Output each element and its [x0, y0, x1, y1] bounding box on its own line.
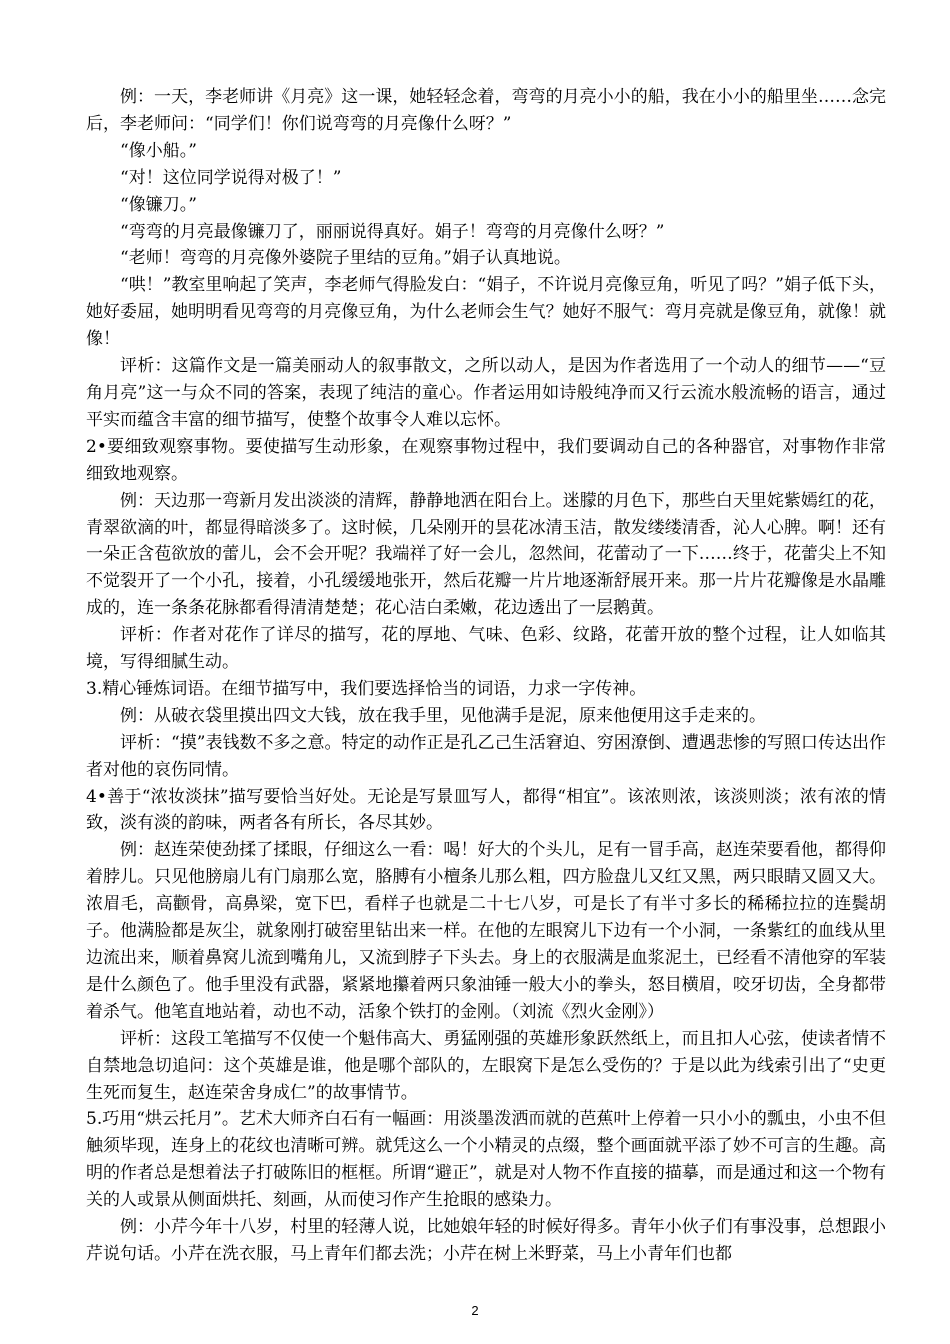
page-number: 2	[471, 1303, 479, 1318]
paragraph-analysis-1: 评析：这篇作文是一篇美丽动人的叙事散文，之所以动人，是因为作者选用了一个动人的细节——“豆角月亮”这一与众不同的答案，表现了纯洁的童心。作者运用如诗般纯净而又行云流水般流畅的语言，通过平实而蕴含丰富的细节描写，使整个故事令人难以忘怀。	[86, 356, 886, 430]
paragraph-dialogue-bean: “老师！弯弯的月亮像外婆院子里结的豆角。”娟子认真地说。	[120, 248, 571, 269]
paragraph-dialogue-correct: “对！这位同学说得对极了！”	[120, 167, 342, 188]
document-body	[86, 84, 886, 1268]
paragraph-analysis-4: 评析：这段工笔描写不仅使一个魁伟高大、勇猛刚强的英雄形象跃然纸上，而且扣人心弦，使读者情不自禁地急切追问：这个英雄是谁，他是哪个部队的，左眼窝下是怎么受伤的？于是以此为线索引出了“史更生死而复生，赵连荣舍身成仁”的故事情节。	[86, 1028, 886, 1103]
section-heading-2: 2•要细致观察事物。要使描写生动形象，在观察事物过程中，我们要调动自己的各种器官，对事物作非常细致地观察。	[86, 436, 886, 484]
paragraph-example-moon: 例：一天，李老师讲《月亮》这一课，她轻轻念着，弯弯的月亮小小的船，我在小小的船里坐……念完后，李老师问：“同学们！你们说弯弯的月亮像什么呀？”	[86, 87, 886, 134]
paragraph-example-zhao-lianrong: 例：赵连荣使劲揉了揉眼，仔细这么一看：喝！好大的个头儿，足有一冒手高，赵连荣要看他，都得仰着脖儿。只见他膀扇儿有门扇那么宽，胳膊有小檀条儿那么粗，四方脸盘儿又红又黑，两只眼睛又圆又大。浓眉毛，高颧骨，高鼻梁，宽下巴，看样子也就是二十七八岁，可是长了有半寸多长的稀稀拉拉的连鬓胡子。他满脸都是灰尘，就象刚打破窑里钻出来一样。在他的左眼窝儿下边有一个小洞，一条紫红的血线从里边流出来，顺着鼻窝儿流到嘴角儿，又流到脖子下头去。身上的衣服满是血浆泥土，已经看不清他穿的军装是什么颜色了。他手里没有武器，紧紧地攥着两只象油锤一般大小的拳头，怒目横眉，咬牙切齿，全身都带着杀气。他笔直地站着，动也不动，活象个铁打的金刚。（刘流《烈火金刚》）	[86, 840, 886, 1022]
paragraph-analysis-3: 评析：“摸”表钱数不多之意。特定的动作正是孔乙己生活窘迫、穷困潦倒、遭遇悲惨的写照口传达出作者对他的哀伤同情。	[86, 732, 886, 780]
paragraph-example-xiaoqin: 例：小芹今年十八岁，村里的轻薄人说，比她娘年轻的时候好得多。青年小伙子们有事没事，总想跟小芹说句话。小芹在洗衣服，马上青年们都去洗；小芹在树上米野菜，马上小青年们也都	[86, 1217, 886, 1264]
paragraph-dialogue-boat: “像小船。”	[120, 140, 197, 161]
section-heading-4: 4•善于“浓妆淡抹”描写要恰当好处。无论是写景皿写人，都得“相宜”。该浓则浓，该淡则淡；浓有浓的情致，淡有淡的韵味，两者各有所长，各尽其妙。	[86, 786, 886, 834]
paragraph-analysis-2: 评析：作者对花作了详尽的描写，花的厚地、气味、色彩、纹路，花蕾开放的整个过程，让人如临其境，写得细腻生动。	[86, 625, 886, 673]
section-heading-3: 3.精心锤炼词语。在细节描写中，我们要选择恰当的词语，力求一字传神。	[86, 678, 647, 699]
paragraph-example-flower: 例：天边那一弯新月发出淡淡的清辉，静静地洒在阳台上。迷朦的月色下，那些白天里姹紫嫣红的花，青翠欲滴的叶，都显得暗淡多了。这时候，几朵刚开的昙花冰清玉洁，散发缕缕清香，沁人心脾。啊！还有一朵正含苞欲放的蕾儿，会不会开呢？我端祥了好一会儿，忽然间，花蕾动了一下……终于，花蕾尖上不知不觉裂开了一个小孔，接着，小孔缓缓地张开，然后花瓣一片片地逐渐舒展开来。那一片片花瓣像是水晶雕成的，连一条条花脉都看得清清楚楚；花心洁白柔嫩，花边透出了一层鹅黄。	[86, 490, 886, 619]
paragraph-example-kong-yiji: 例：从破衣袋里摸出四文大钱，放在我手里，见他满手是泥，原来他便用这手走来的。	[120, 705, 766, 726]
paragraph-dialogue-teacher-question: “弯弯的月亮最像镰刀了，丽丽说得真好。娟子！弯弯的月亮像什么呀？”	[120, 221, 665, 242]
section-heading-5: 5.巧用“烘云托月”。艺术大师齐白石有一幅画：用淡墨泼洒而就的芭蕉叶上停着一只小小的瓢虫，小虫不但触须毕现，连身上的花纹也清晰可辨。就凭这么一个小精灵的点缀，整个画面就平添了妙不可言的生趣。高明的作者总是想着法子打破陈旧的框框。所谓“避正”，就是对人物不作直接的描摹，而是通过和这一个物有关的人或景从侧面烘托、刻画，从而使习作产生抢眼的感染力。	[86, 1109, 886, 1211]
paragraph-dialogue-sickle: “像镰刀。”	[120, 194, 197, 215]
paragraph-classroom-laugh: “哄！”教室里响起了笑声，李老师气得脸发白：“娟子，不许说月亮像豆角，听见了吗？”娟子低下头，她好委屈，她明明看见弯弯的月亮像豆角，为什么老师会生气？她好不服气：弯月亮就是像豆角，就像！就像！	[86, 275, 886, 350]
